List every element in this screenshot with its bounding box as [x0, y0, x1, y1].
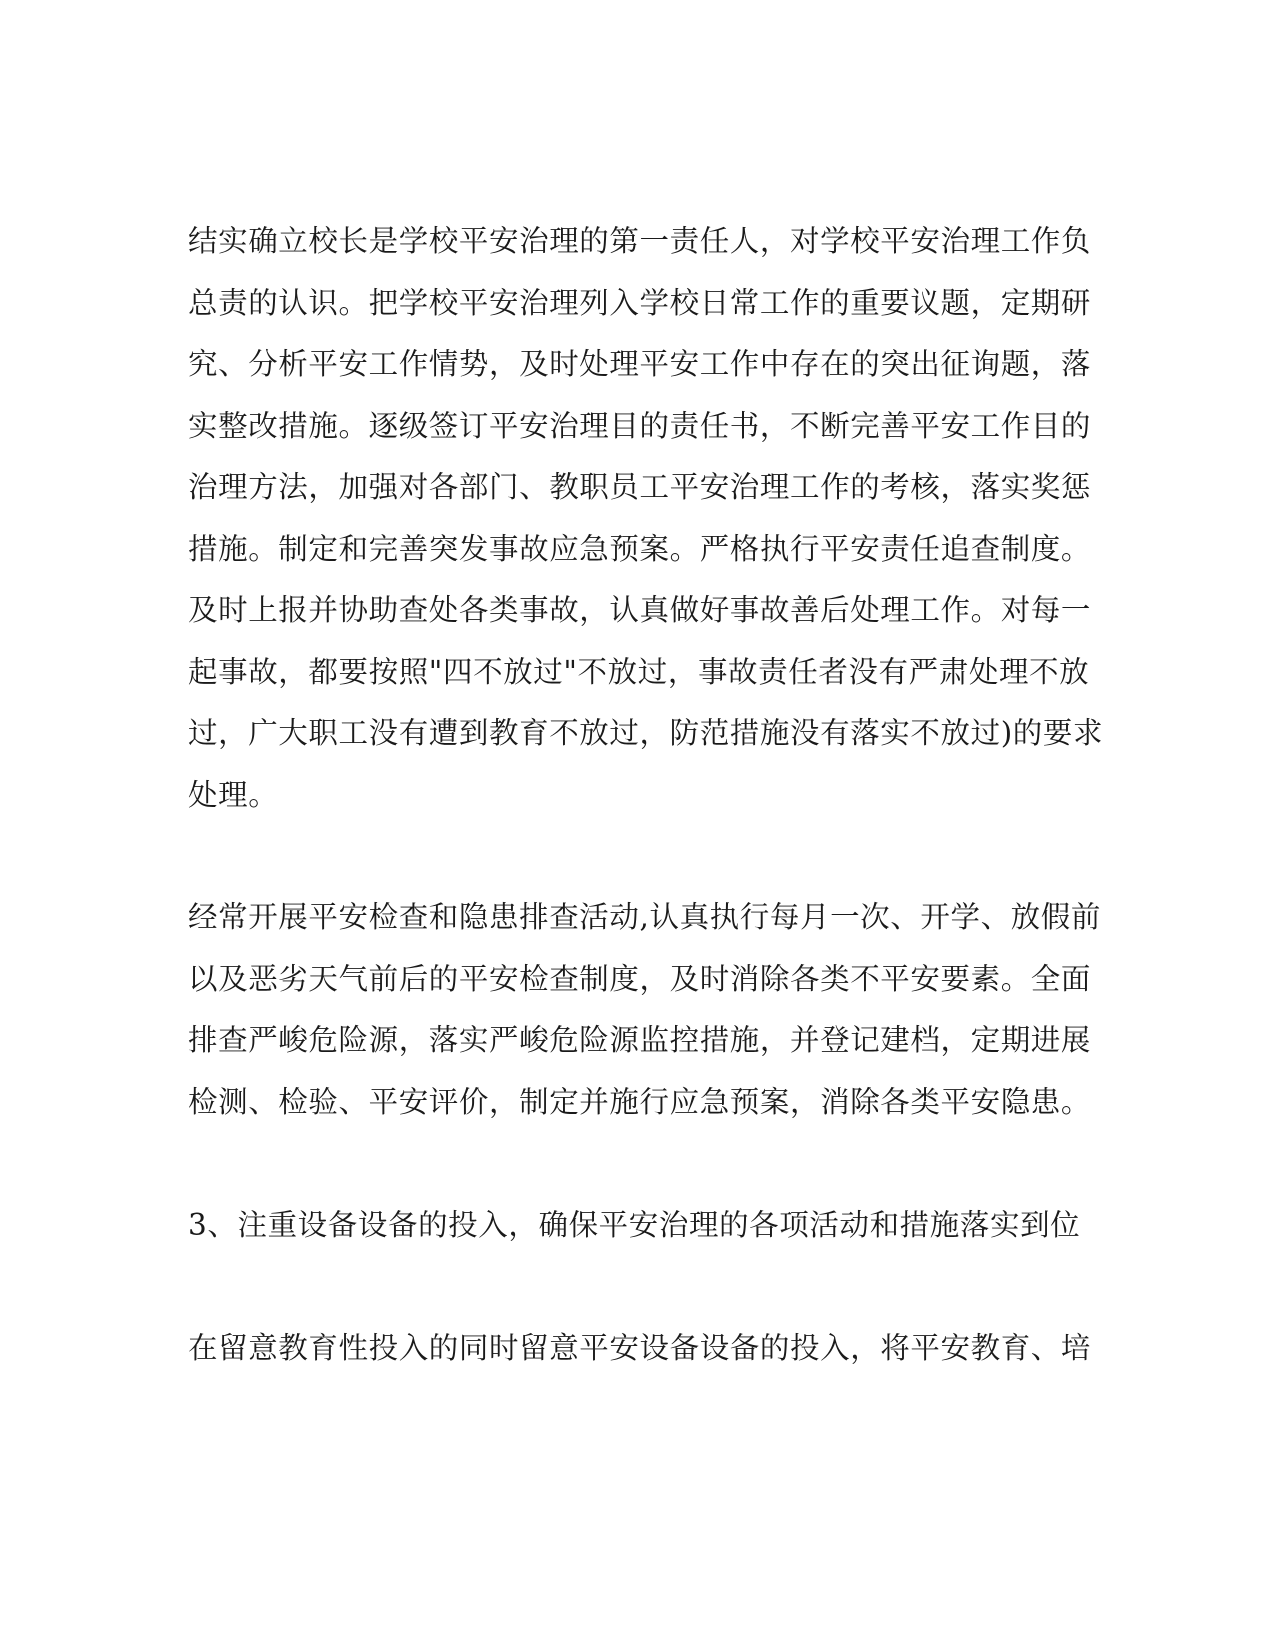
section-heading-text: 3、注重设备设备的投入，确保平安治理的各项活动和措施落实到位: [188, 1208, 1081, 1242]
text-line: 经常开展平安检查和隐患排查活动,认真执行每月一次、开学、放假前: [188, 900, 1101, 934]
text-line: 治理方法，加强对各部门、教职员工平安治理工作的考核，落实奖惩: [188, 470, 1092, 504]
text-line: 排查严峻危险源，落实严峻危险源监控措施，并登记建档，定期进展: [188, 1023, 1092, 1057]
text-line: 以及恶劣天气前后的平安检查制度，及时消除各类不平安要素。全面: [188, 962, 1092, 996]
text-line: 在留意教育性投入的同时留意平安设备设备的投入，将平安教育、培: [188, 1331, 1092, 1365]
text-line: 实整改措施。逐级签订平安治理目的责任书，不断完善平安工作目的: [188, 409, 1092, 443]
text-line: 起事故，都要按照"四不放过"不放过，事故责任者没有严肃处理不放: [188, 655, 1090, 689]
text-line: 及时上报并协助查处各类事故，认真做好事故善后处理工作。对每一: [188, 593, 1092, 627]
text-line: 检测、检验、平安评价，制定并施行应急预案，消除各类平安隐患。: [188, 1085, 1092, 1119]
text-line: 结实确立校长是学校平安治理的第一责任人，对学校平安治理工作负: [188, 224, 1092, 258]
text-line: 过，广大职工没有遭到教育不放过，防范措施没有落实不放过)的要求: [188, 716, 1104, 750]
text-line: 处理。: [188, 778, 279, 812]
text-line: 究、分析平安工作情势，及时处理平安工作中存在的突出征询题，落: [188, 347, 1092, 381]
text-line: 总责的认识。把学校平安治理列入学校日常工作的重要议题，定期研: [188, 286, 1092, 320]
text-line: 措施。制定和完善突发事故应急预案。严格执行平安责任追查制度。: [188, 532, 1092, 566]
